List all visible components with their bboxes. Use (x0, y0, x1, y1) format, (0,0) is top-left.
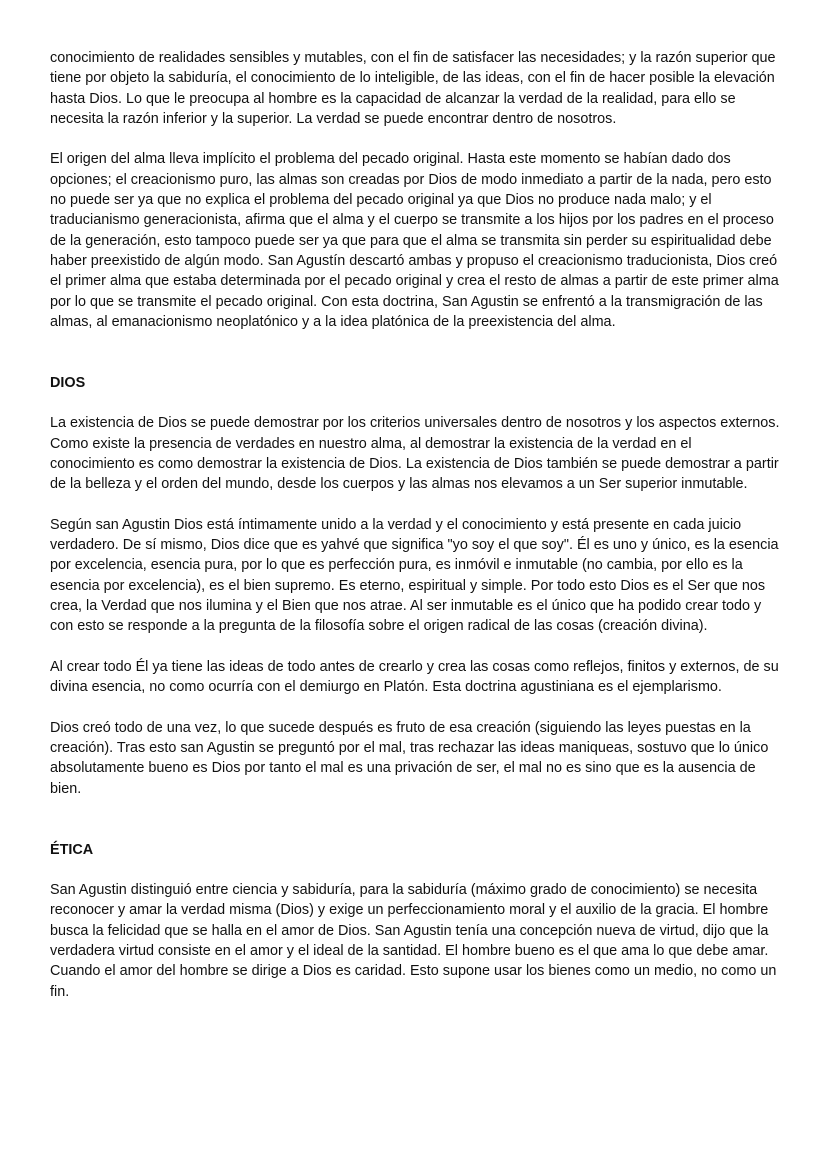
paragraph-origen-alma: El origen del alma lleva implícito el problema del pecado original. Hasta este momento se habían dado dos opciones; el creacionismo puro, las almas son creadas por Dios de modo inmediato a partir de la nada, pero esto no puede ser ya que no explica el problema del pecado original ya que Dios no produce nada malo; y el traducianismo generacionista, afirma que el alma y el cuerpo se transmite a los hijos por los padres en el proceso de la generación, esto tampoco puede ser ya que para que el alma se transmita sin perder su espiritualidad debe haber preexistido de algún modo. San Agustín descartó ambas y propuso el creacionismo traducionista, Dios creó el primer alma que estaba determinada por el pecado original y crea el resto de almas a partir de este primer alma por lo que se transmite el pecado original. Con esta doctrina, San Agustin se enfrentó a la transmigración de las almas, al emanacionismo neoplatónico y a la idea platónica de la preexistencia del alma. (50, 151, 779, 330)
paragraph-naturaleza-dios: Según san Agustin Dios está íntimamente unido a la verdad y el conocimiento y está presente en cada juicio verdadero. De sí mismo, Dios dice que es yahvé que significa "yo soy el que soy". Él es uno y único, es la esencia por excelencia, esencia pura, por lo que es perfección pura, es inmóvil e inmutable (no cambia, por ello es la esencia por excelencia), es el bien supremo. Es eterno, espiritual y simple. Por todo esto Dios es el Ser que nos crea, la Verdad que nos ilumina y el Bien que nos atrae. Al ser inmutable es el único que ha podido crear todo y con esto se responde a la pregunta de la filosofía sobre el origen radical de las cosas (creación divina). (50, 516, 779, 635)
paragraph-razon: conocimiento de realidades sensibles y mutables, con el fin de satisfacer las necesidades; y la razón superior que tiene por objeto la sabiduría, el conocimiento de lo inteligible, de las ideas, con el fin de hacer posible la elevación hasta Dios. Lo que le preocupa al hombre es la capacidad de alcanzar la verdad de la realidad, para ello se necesita la razón inferior y la superior. La verdad se puede encontrar dentro de nosotros. (50, 50, 776, 127)
section-spacer (50, 352, 780, 372)
section-heading-dios: DIOS (50, 374, 86, 391)
paragraph-etica: San Agustin distinguió entre ciencia y sabiduría, para la sabiduría (máximo grado de conocimiento) se necesita reconocer y amar la verdad misma (Dios) y exige un perfeccionamiento moral y el auxilio de la gracia. El hombre busca la felicidad que se halla en el amor de Dios. San Agustin tenía una concepción nueva de virtud, dijo que la verdadera virtud consiste en el amor y el ideal de la santidad. El hombre bueno es el que ama lo que debe amar. Cuando el amor del hombre se dirige a Dios es caridad. Esto supone usar los bienes como un medio, no como un fin. (50, 882, 777, 1000)
document-page (50, 48, 780, 1022)
section-spacer (50, 819, 780, 839)
paragraph-existencia-dios: La existencia de Dios se puede demostrar por los criterios universales dentro de nosotros y los aspectos externos. Como existe la presencia de verdades en nuestro alma, al demostrar la existencia de la verdad en el conocimiento es como demostrar la existencia de Dios. La existencia de Dios también se puede demostrar a partir de la belleza y el orden del mundo, desde los cuerpos y las almas nos elevamos a un Ser superior inmutable. (50, 415, 780, 493)
paragraph-mal: Dios creó todo de una vez, lo que sucede después es fruto de esa creación (siguiendo las leyes puestas en la creación). Tras esto san Agustin se preguntó por el mal, tras rechazar las ideas maniqueas, sostuvo que lo único absolutamente bueno es Dios por tanto el mal es una privación de ser, el mal no es sino que es la ausencia de bien. (50, 719, 769, 797)
paragraph-ejemplarismo: Al crear todo Él ya tiene las ideas de todo antes de crearlo y crea las cosas como reflejos, finitos y externos, de su divina esencia, no como ocurría con el demiurgo en Platón. Esta doctrina agustiniana es el ejemplarismo. (50, 658, 779, 696)
section-heading-etica: ÉTICA (50, 841, 94, 858)
